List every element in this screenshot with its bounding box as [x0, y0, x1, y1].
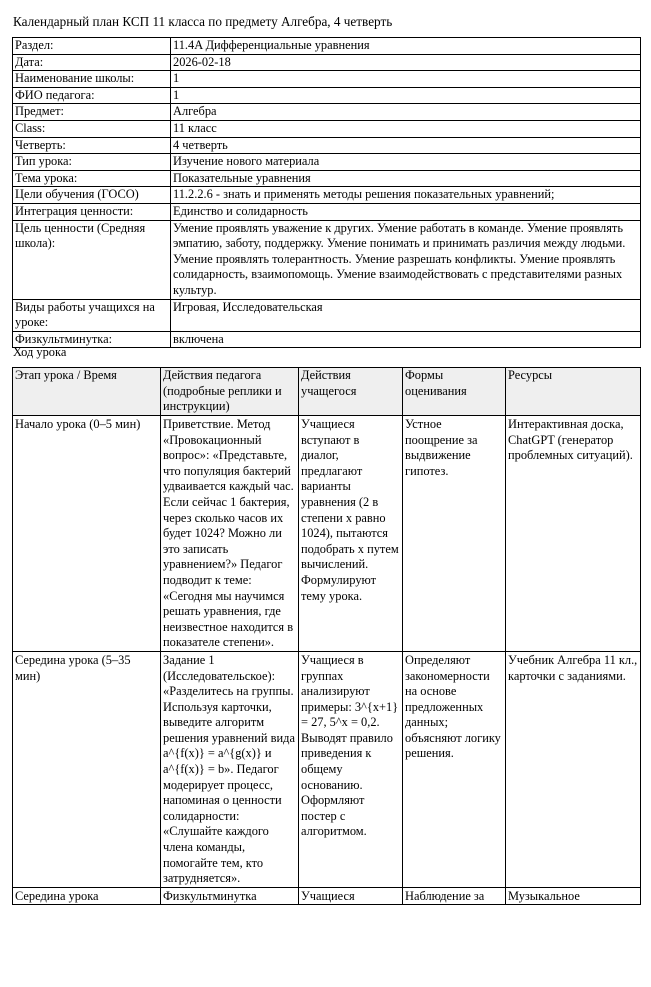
column-header: Формы оценивания	[403, 368, 506, 416]
info-row	[13, 203, 641, 220]
info-label: Дата:	[13, 54, 171, 71]
info-value: Умение проявлять уважение к других. Умение работать в команде. Умение проявлять эмпатию, заботу, поддержку. Умение понимать и принимать различия между людьми. Умение проявлять толерантность. Умение разрешать конфликты. Умение проявлять солидарность, взаимопомощь. Умение взаимодействовать с представителями разных культур.	[171, 220, 641, 299]
student-actions-cell: Учащиеся вступают в диалог, предлагают варианты уравнения (2 в степени x равно 1024), пытаются подобрать x путем вычислений. Формулируют тему урока.	[299, 416, 403, 652]
resources-cell: Учебник Алгебра 11 кл., карточки с заданиями.	[506, 651, 641, 887]
info-label: Виды работы учащихся на уроке:	[13, 299, 171, 331]
info-row	[13, 187, 641, 204]
info-label: Тема урока:	[13, 170, 171, 187]
info-label: Наименование школы:	[13, 71, 171, 88]
stage-cell: Середина урока (5–35 мин)	[13, 651, 161, 887]
info-value: включена	[171, 331, 641, 348]
info-label: Цели обучения (ГОСО)	[13, 187, 171, 204]
assessment-cell: Определяют закономерности на основе предложенных данных; объясняют логику решения.	[403, 651, 506, 887]
info-label: Четверть:	[13, 137, 171, 154]
info-label: Интеграция ценности:	[13, 203, 171, 220]
column-header: Действия педагога (подробные реплики и инструкции)	[161, 368, 299, 416]
column-header: Действия учащегося	[299, 368, 403, 416]
info-value: Единство и солидарность	[171, 203, 641, 220]
info-value: 4 четверть	[171, 137, 641, 154]
info-row	[13, 87, 641, 104]
info-value: 11.2.2.6 - знать и применять методы решения показательных уравнений;	[171, 187, 641, 204]
column-header: Ресурсы	[506, 368, 641, 416]
info-label: Физкультминутка:	[13, 331, 171, 348]
stage-cell: Середина урока	[13, 887, 161, 905]
info-label: Предмет:	[13, 104, 171, 121]
assessment-cell: Устное поощрение за выдвижение гипотез.	[403, 416, 506, 652]
info-value: 1	[171, 87, 641, 104]
student-actions-cell: Учащиеся	[299, 887, 403, 905]
info-label: Раздел:	[13, 38, 171, 55]
table-row	[13, 651, 641, 887]
info-value: 1	[171, 71, 641, 88]
resources-cell: Интерактивная доска, ChatGPT (генератор проблемных ситуаций).	[506, 416, 641, 652]
info-row	[13, 154, 641, 171]
info-row	[13, 38, 641, 55]
info-value: Алгебра	[171, 104, 641, 121]
info-row	[13, 331, 641, 348]
info-row	[13, 170, 641, 187]
info-row	[13, 120, 641, 137]
info-label: ФИО педагога:	[13, 87, 171, 104]
info-label: Цель ценности (Средняя школа):	[13, 220, 171, 299]
stage-cell: Начало урока (0–5 мин)	[13, 416, 161, 652]
assessment-cell: Наблюдение за	[403, 887, 506, 905]
info-value: Показательные уравнения	[171, 170, 641, 187]
info-row	[13, 220, 641, 299]
lesson-progress-table	[12, 367, 641, 905]
info-row	[13, 299, 641, 331]
info-row	[13, 54, 641, 71]
info-row	[13, 71, 641, 88]
teacher-actions-cell: Задание 1 (Исследовательское): «Разделитесь на группы. Используя карточки, выведите алгоритм решения уравнений вида a^{f(x)} = a^{g(x)} и a^{f(x)} = b». Педагог модерирует процесс, напоминая о ценности солидарности: «Слушайте каждого члена команды, помогайте тем, кто затрудняется».	[161, 651, 299, 887]
document-title: Календарный план КСП 11 класса по предмету Алгебра, 4 четверть	[13, 14, 393, 29]
info-value: Игровая, Исследовательская	[171, 299, 641, 331]
info-value: Изучение нового материала	[171, 154, 641, 171]
resources-cell: Музыкальное	[506, 887, 641, 905]
table-row	[13, 887, 641, 905]
lesson-info-table	[12, 37, 641, 348]
info-value: 2026-02-18	[171, 54, 641, 71]
info-label: Тип урока:	[13, 154, 171, 171]
student-actions-cell: Учащиеся в группах анализируют примеры: 3^{x+1} = 27, 5^x = 0,2. Выводят правило приведения к общему основанию. Оформляют постер с алгоритмом.	[299, 651, 403, 887]
info-value: 11.4A Дифференциальные уравнения	[171, 38, 641, 55]
teacher-actions-cell: Приветствие. Метод «Провокационный вопрос»: «Представьте, что популяция бактерий удваивается каждый час. Если сейчас 1 бактерия, через сколько часов их будет 1024? Можно ли это записать уравнением?» Педагог подводит к теме: «Сегодня мы научимся решать уравнения, где неизвестное находится в показателе степени».	[161, 416, 299, 652]
table-row	[13, 416, 641, 652]
info-value: 11 класс	[171, 120, 641, 137]
section-heading: Ход урока	[13, 345, 67, 359]
info-row	[13, 137, 641, 154]
info-label: Class:	[13, 120, 171, 137]
info-row	[13, 104, 641, 121]
column-header: Этап урока / Время	[13, 368, 161, 416]
teacher-actions-cell: Физкультминутка	[161, 887, 299, 905]
table-header-row	[13, 368, 641, 416]
